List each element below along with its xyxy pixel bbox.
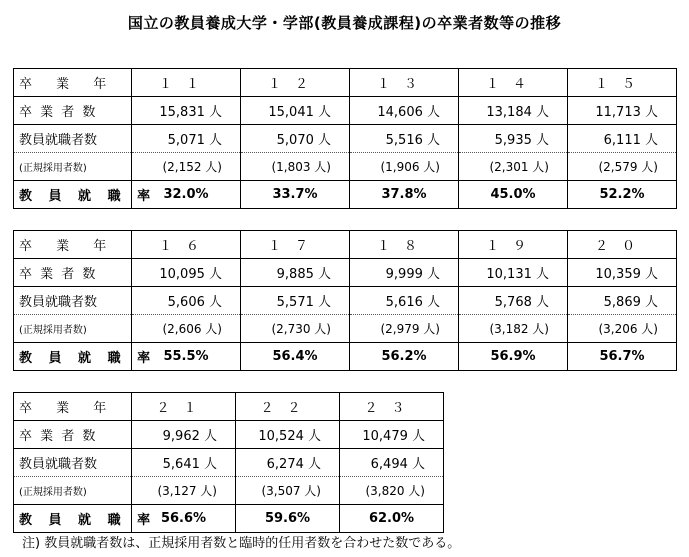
regular-row (14, 315, 677, 343)
teachers-row (14, 449, 444, 477)
graduates-cell: 13,184 人 (459, 97, 568, 125)
graduates-row-label: 卒 業 者 数 (14, 97, 132, 125)
regular-cell: (3,182 人) (459, 315, 568, 343)
regular-cell: (2,301 人) (459, 153, 568, 181)
graduates-cell: 14,606 人 (350, 97, 459, 125)
year-cell: ２３ (340, 393, 444, 421)
teachers-cell: 5,071 人 (132, 125, 241, 153)
page-title: 国立の教員養成大学・学部(教員養成課程)の卒業者数等の推移 (127, 14, 562, 32)
year-row (14, 69, 677, 97)
graduates-table-1 (13, 68, 677, 209)
rate-cell: 62.0% (340, 505, 444, 533)
rate-cell: 56.7% (568, 343, 677, 371)
rate-cell: 37.8% (350, 181, 459, 209)
year-row (14, 393, 444, 421)
teachers-row (14, 125, 677, 153)
teachers-cell: 5,616 人 (350, 287, 459, 315)
teachers-cell: 5,516 人 (350, 125, 459, 153)
rate-row-label: 教 員 就 職 率 (14, 181, 132, 209)
teachers-row-label: 教員就職者数 (14, 125, 132, 153)
year-cell: １９ (459, 231, 568, 259)
regular-cell: (1,906 人) (350, 153, 459, 181)
teachers-row (14, 287, 677, 315)
regular-cell: (3,507 人) (236, 477, 340, 505)
teachers-cell: 5,070 人 (241, 125, 350, 153)
year-cell: ２１ (132, 393, 236, 421)
regular-cell: (3,820 人) (340, 477, 444, 505)
graduates-cell: 10,524 人 (236, 421, 340, 449)
year-cell: ２２ (236, 393, 340, 421)
regular-cell: (3,127 人) (132, 477, 236, 505)
year-cell: １７ (241, 231, 350, 259)
year-cell: １１ (132, 69, 241, 97)
graduates-row (14, 97, 677, 125)
year-cell: １３ (350, 69, 459, 97)
regular-cell: (3,206 人) (568, 315, 677, 343)
rate-row (14, 343, 677, 371)
year-cell: １６ (132, 231, 241, 259)
graduates-cell: 10,095 人 (132, 259, 241, 287)
rate-cell: 56.4% (241, 343, 350, 371)
graduates-table-2 (13, 230, 677, 371)
graduates-cell: 9,962 人 (132, 421, 236, 449)
graduates-cell: 15,831 人 (132, 97, 241, 125)
graduates-cell: 9,885 人 (241, 259, 350, 287)
rate-row-label: 教 員 就 職 率 (14, 505, 132, 533)
teachers-cell: 5,571 人 (241, 287, 350, 315)
year-row-label: 卒 業 年 (14, 393, 132, 421)
graduates-row (14, 259, 677, 287)
rate-cell: 59.6% (236, 505, 340, 533)
regular-row (14, 153, 677, 181)
rate-row-label: 教 員 就 職 率 (14, 343, 132, 371)
rate-cell: 33.7% (241, 181, 350, 209)
year-cell: １８ (350, 231, 459, 259)
rate-cell: 52.2% (568, 181, 677, 209)
teachers-cell: 5,606 人 (132, 287, 241, 315)
rate-cell: 32.0% (132, 181, 241, 209)
regular-cell: (1,803 人) (241, 153, 350, 181)
teachers-cell: 5,641 人 (132, 449, 236, 477)
teachers-cell: 6,494 人 (340, 449, 444, 477)
graduates-cell: 10,131 人 (459, 259, 568, 287)
rate-cell: 56.6% (132, 505, 236, 533)
teachers-cell: 5,935 人 (459, 125, 568, 153)
regular-cell: (2,979 人) (350, 315, 459, 343)
teachers-cell: 5,768 人 (459, 287, 568, 315)
graduates-cell: 9,999 人 (350, 259, 459, 287)
regular-row-label: (正規採用者数) (14, 477, 132, 505)
teachers-cell: 5,869 人 (568, 287, 677, 315)
rate-row (14, 181, 677, 209)
footnote: 注) 教員就職者数は、正規採用者数と臨時的任用者数を合わせた数である。 (22, 536, 461, 551)
regular-row (14, 477, 444, 505)
rate-cell: 45.0% (459, 181, 568, 209)
regular-cell: (2,579 人) (568, 153, 677, 181)
year-row-label: 卒 業 年 (14, 69, 132, 97)
regular-row-label: (正規採用者数) (14, 315, 132, 343)
rate-cell: 56.9% (459, 343, 568, 371)
graduates-cell: 10,359 人 (568, 259, 677, 287)
rate-cell: 56.2% (350, 343, 459, 371)
regular-cell: (2,606 人) (132, 315, 241, 343)
teachers-row-label: 教員就職者数 (14, 449, 132, 477)
year-cell: １２ (241, 69, 350, 97)
regular-cell: (2,152 人) (132, 153, 241, 181)
year-row-label: 卒 業 年 (14, 231, 132, 259)
teachers-cell: 6,274 人 (236, 449, 340, 477)
graduates-row (14, 421, 444, 449)
year-cell: １５ (568, 69, 677, 97)
regular-row-label: (正規採用者数) (14, 153, 132, 181)
graduates-cell: 11,713 人 (568, 97, 677, 125)
graduates-table-3 (13, 392, 444, 533)
graduates-row-label: 卒 業 者 数 (14, 259, 132, 287)
graduates-cell: 15,041 人 (241, 97, 350, 125)
teachers-cell: 6,111 人 (568, 125, 677, 153)
year-cell: １４ (459, 69, 568, 97)
graduates-cell: 10,479 人 (340, 421, 444, 449)
rate-row (14, 505, 444, 533)
rate-cell: 55.5% (132, 343, 241, 371)
teachers-row-label: 教員就職者数 (14, 287, 132, 315)
graduates-row-label: 卒 業 者 数 (14, 421, 132, 449)
regular-cell: (2,730 人) (241, 315, 350, 343)
year-row (14, 231, 677, 259)
year-cell: ２０ (568, 231, 677, 259)
